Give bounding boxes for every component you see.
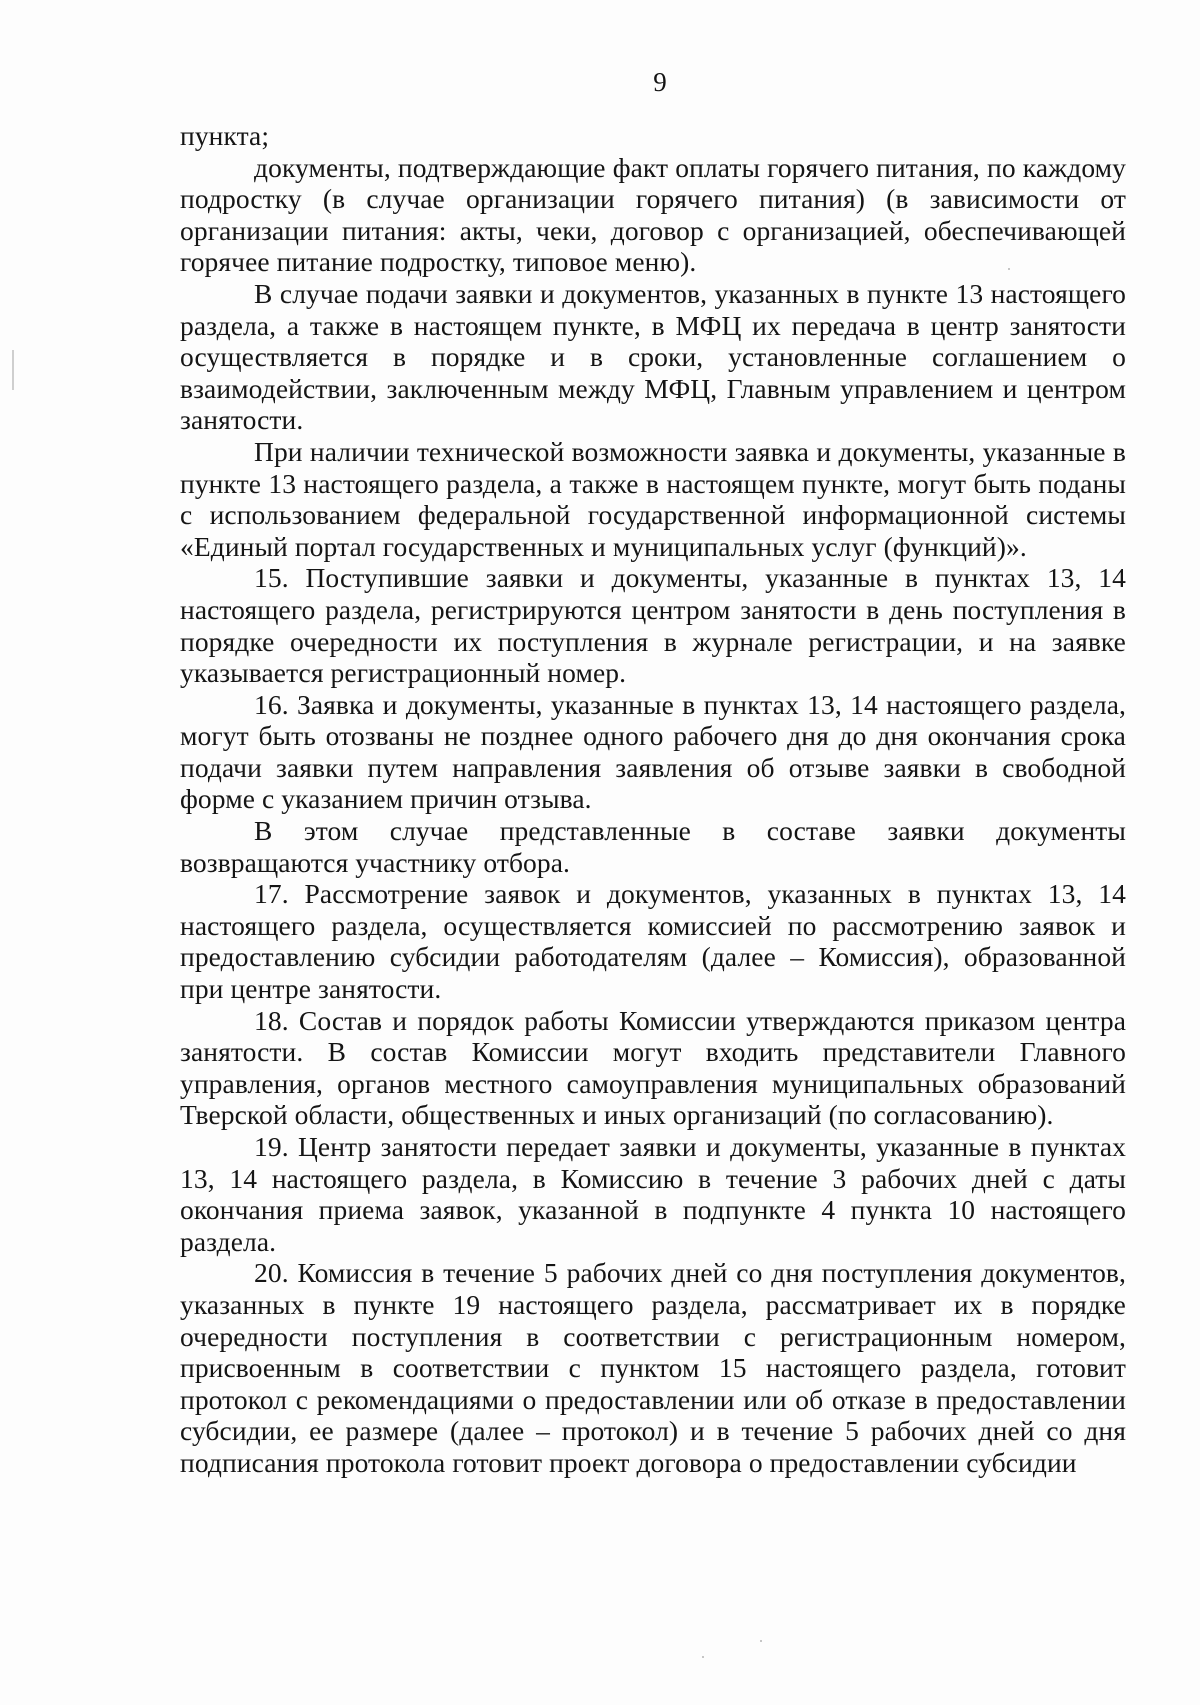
paragraph: 17. Рассмотрение заявок и документов, указанных в пунктах 13, 14 настоящего раздела, осуществляется комиссией по рассмотрению заявок и предоставлению субсидии работодателям (далее – Комиссия), образованной при центре занятости. [180, 878, 1126, 1005]
paragraph: 15. Поступившие заявки и документы, указанные в пунктах 13, 14 настоящего раздела, регистрируются центром занятости в день поступления в порядке очередности их поступления в журнале регистрации, и на заявке указывается регистрационный номер. [180, 562, 1126, 689]
scan-edge-mark [12, 350, 14, 390]
document-body [180, 120, 1126, 1479]
paragraph: пункта; [180, 120, 270, 151]
paragraph: 16. Заявка и документы, указанные в пунктах 13, 14 настоящего раздела, могут быть отозваны не позднее одного рабочего дня до дня окончания срока подачи заявки путем направления заявления об отзыве заявки в свободной форме с указанием причин отзыва. [180, 688, 1126, 815]
paragraph: документы, подтверждающие факт оплаты горячего питания, по каждому подростку (в случае организации горячего питания) (в зависимости от организации питания: акты, чеки, договор с организацией, обеспечивающей горячее питание подростку, типовое меню). [180, 151, 1126, 278]
paragraph: 18. Состав и порядок работы Комиссии утверждаются приказом центра занятости. В состав Комиссии могут входить представители Главного управления, органов местного самоуправления муниципальных образований Тверской области, общественных и иных организаций (по согласованию). [180, 1004, 1126, 1131]
scan-speck [760, 1640, 762, 1642]
paragraph: 19. Центр занятости передает заявки и документы, указанные в пунктах 13, 14 настоящего раздела, в Комиссию в течение 3 рабочих дней с даты окончания приема заявок, указанной в подпункте 4 пункта 10 настоящего раздела. [180, 1131, 1126, 1257]
paragraph: При наличии технической возможности заявка и документы, указанные в пункте 13 настоящего раздела, а также в настоящем пункте, могут быть поданы с использованием федеральной государственной информационной системы «Единый портал государственных и муниципальных услуг (функций)». [180, 435, 1126, 562]
scan-speck [702, 1656, 704, 1658]
paragraph: 20. Комиссия в течение 5 рабочих дней со дня поступления документов, указанных в пункте 19 настоящего раздела, рассматривает их в порядке очередности поступления в соответствии с регистрационным номером, присвоенным в соответствии с пунктом 15 настоящего раздела, готовит протокол с рекомендациями о предоставлении или об отказе в предоставлении субсидии, ее размере (далее – протокол) и в течение 5 рабочих дней со дня подписания протокола готовит проект договора о предоставлении субсидии [180, 1257, 1126, 1478]
paragraph: В этом случае представленные в составе заявки документы возвращаются участнику отбора. [180, 815, 1126, 878]
page-number: 9 [653, 67, 667, 97]
paragraph: В случае подачи заявки и документов, указанных в пункте 13 настоящего раздела, а также в настоящем пункте, в МФЦ их передача в центр занятости осуществляется в порядке и в сроки, установленные соглашением о взаимодействии, заключенным между МФЦ, Главным управлением и центром занятости. [180, 277, 1126, 436]
